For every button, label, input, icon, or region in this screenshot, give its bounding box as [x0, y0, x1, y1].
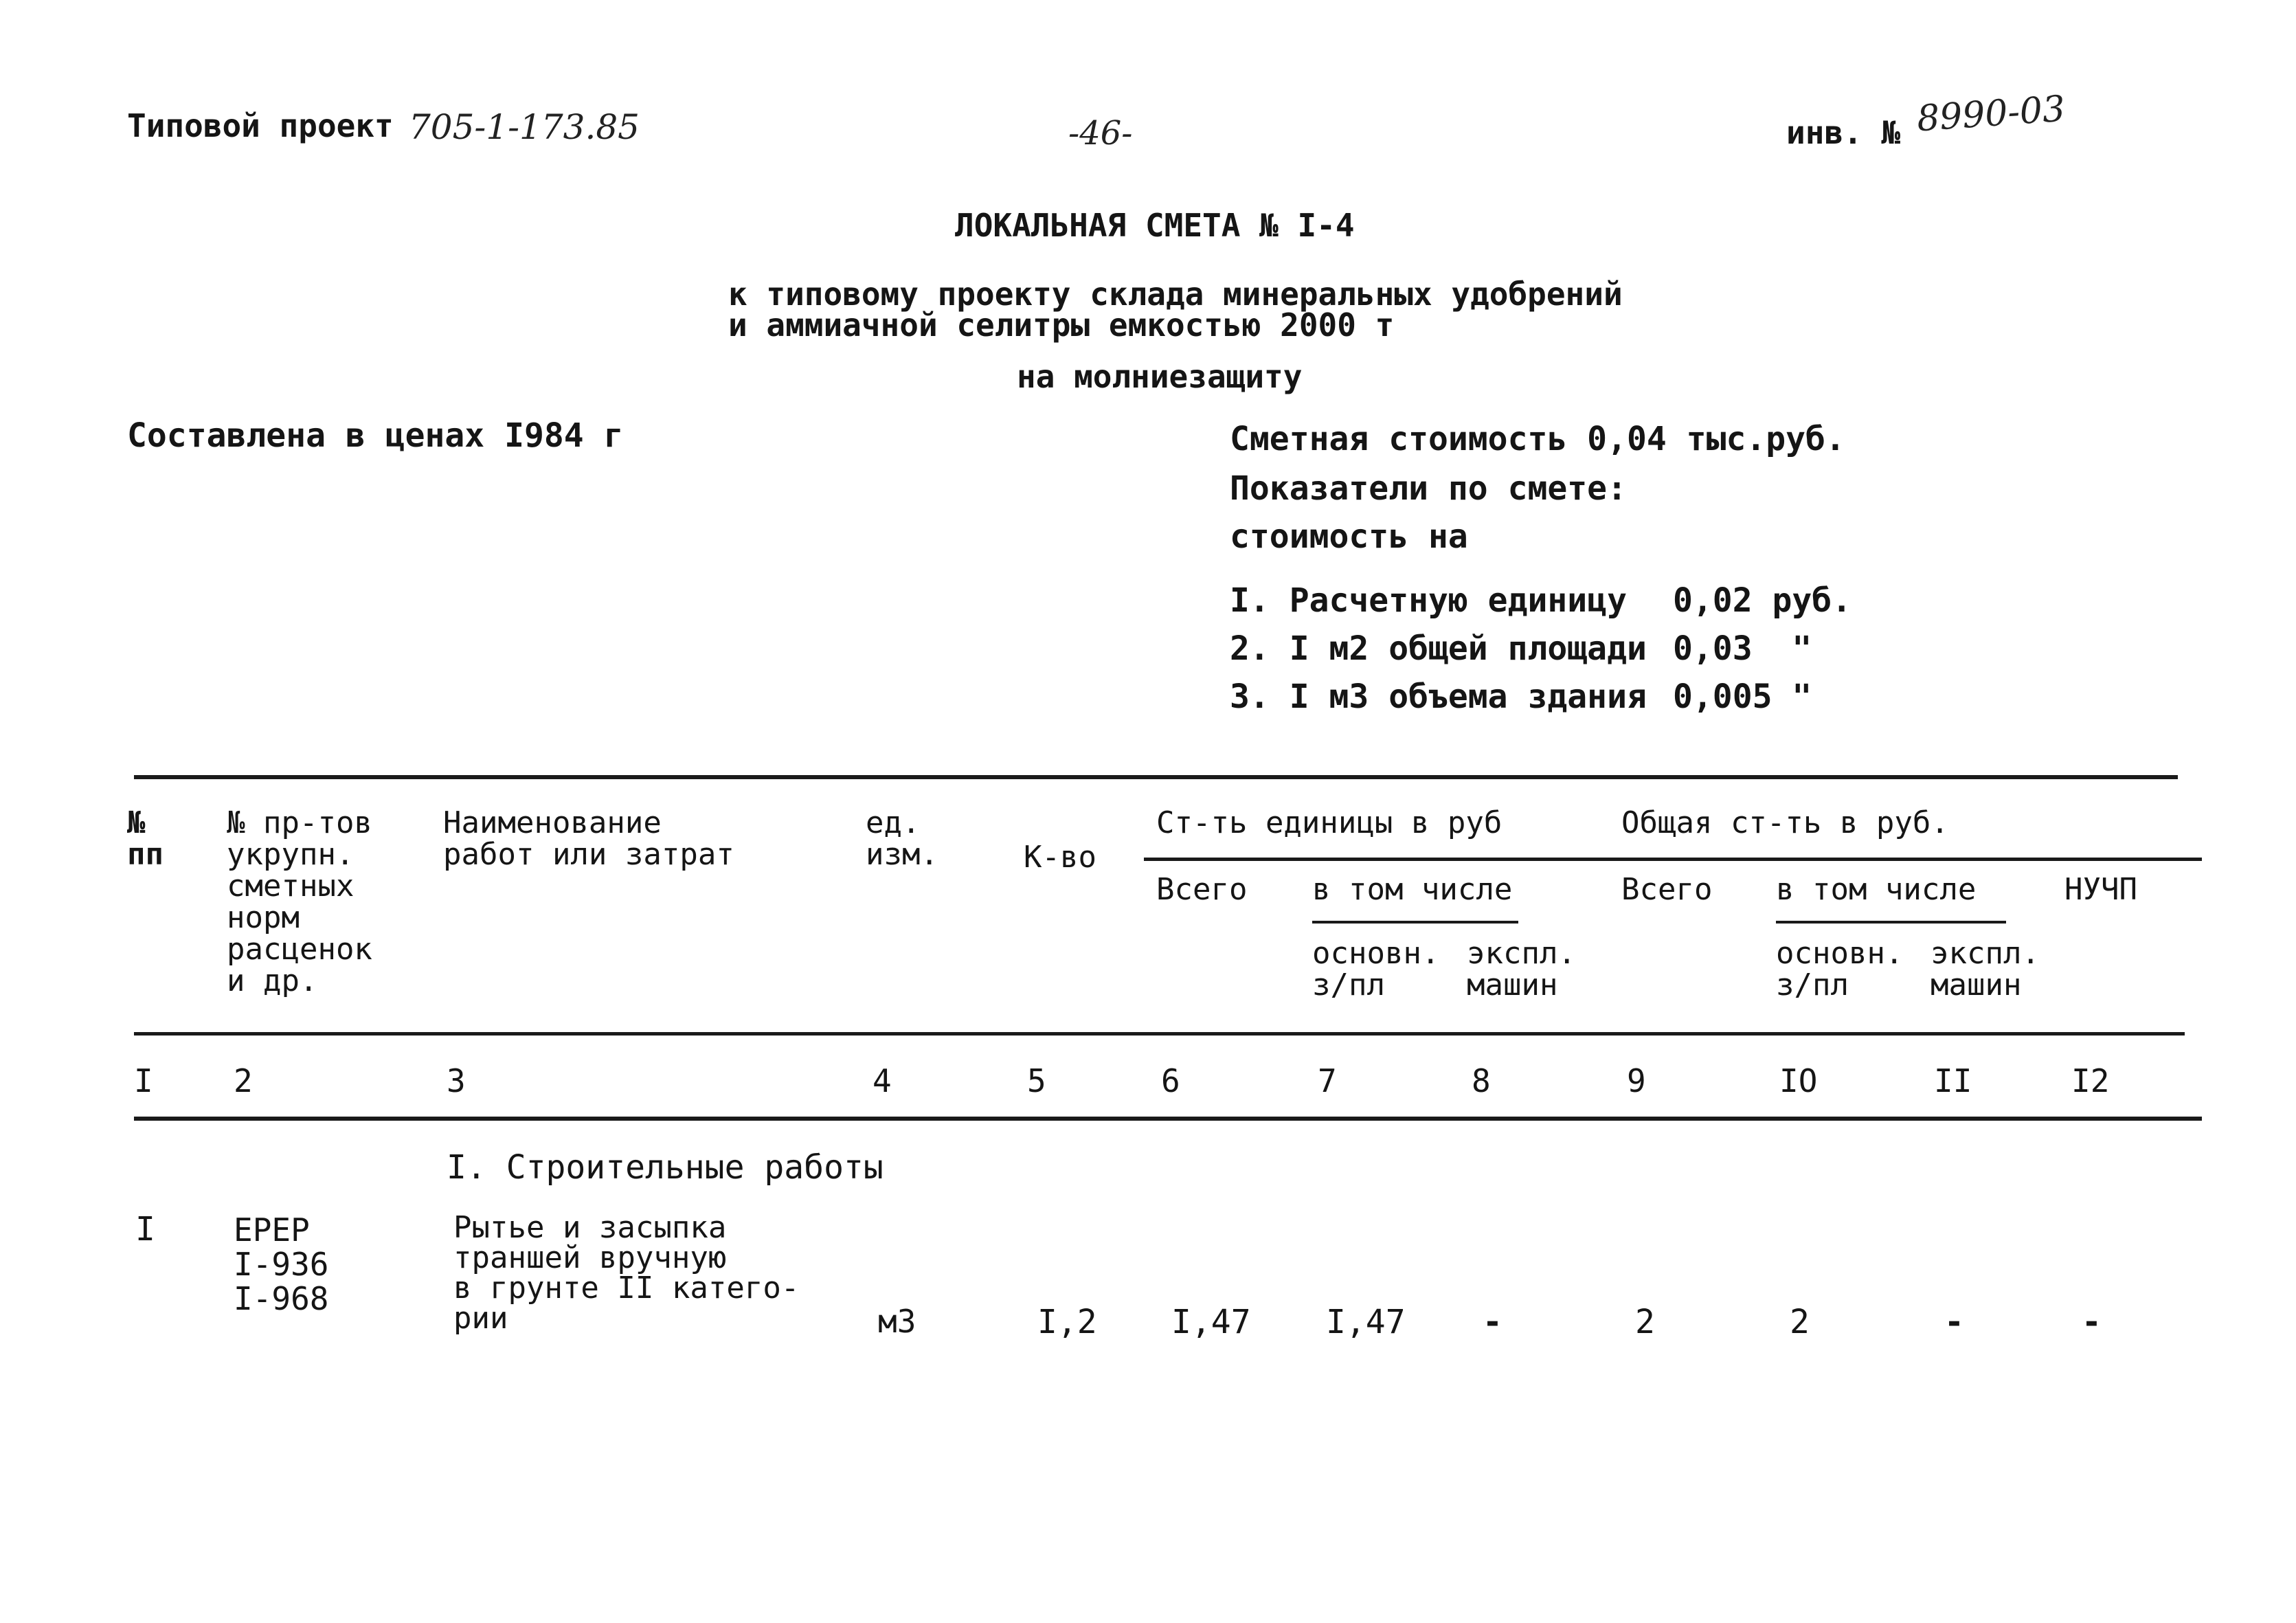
unit-incl-rule [1312, 921, 1518, 924]
header-num: № пп [127, 805, 164, 872]
inv-label: инв. № [1786, 114, 1901, 151]
row-num: I [135, 1210, 155, 1249]
header-bottom-rule [134, 1032, 2185, 1036]
cost-group-rule [1144, 858, 2202, 861]
page-number: -46- [1068, 114, 1133, 153]
header-unit-wages: основн. з/пл [1312, 936, 1440, 1003]
indicator-value-2: 0,03 " [1673, 629, 1812, 668]
estimate-title: ЛОКАЛЬНАЯ СМЕТА № I-4 [955, 207, 1355, 244]
table-top-rule [134, 775, 2178, 779]
indicator-label-1: I. Расчетную единицу [1230, 581, 1627, 620]
row-nuchp: - [2082, 1303, 2102, 1341]
row-unit-total: I,47 [1171, 1303, 1251, 1341]
column-number-6: 6 [1161, 1062, 1180, 1099]
project-number: 705-1-173.85 [409, 107, 640, 147]
subtitle-line1: к типовому проекту склада минеральных удобрений [728, 276, 1623, 313]
header-total-total: Всего [1621, 872, 1713, 907]
column-numbers-rule [134, 1117, 2202, 1121]
column-number-12: I2 [2071, 1062, 2110, 1099]
column-number-11: II [1934, 1062, 1972, 1099]
row-unit-machines: - [1483, 1303, 1502, 1341]
column-number-10: IO [1779, 1062, 1818, 1099]
row-total-wages: 2 [1790, 1303, 1810, 1341]
row-name: Рытье и засыпка траншей вручную в грунте II катего- рии [453, 1210, 800, 1336]
header-total-machines: экспл. машин [1931, 936, 2040, 1003]
header-total-wages: основн. з/пл [1776, 936, 1904, 1003]
column-number-3: 3 [447, 1062, 466, 1099]
header-unit-incl: в том числе [1312, 872, 1513, 907]
header-norms: № пр-тов укрупн. сметных норм расценок и др. [227, 805, 372, 998]
column-number-2: 2 [234, 1062, 253, 1099]
project-label: Типовой проект [127, 107, 394, 144]
section-title: I. Строительные работы [447, 1148, 883, 1187]
row-total: 2 [1635, 1303, 1655, 1341]
indicator-label-3: 3. I м3 объема здания [1230, 678, 1647, 716]
row-unit: м3 [878, 1303, 916, 1340]
column-number-7: 7 [1318, 1062, 1337, 1099]
row-unit-wages: I,47 [1326, 1303, 1406, 1341]
subtitle-line3: на молниезащиту [1017, 358, 1303, 395]
row-norms: ЕРЕР I-936 I-968 [234, 1211, 329, 1317]
indicator-value-1: 0,02 руб. [1673, 581, 1852, 620]
header-name: Наименование работ или затрат [443, 805, 734, 872]
column-number-1: I [134, 1062, 153, 1099]
row-total-machines: - [1944, 1303, 1964, 1341]
header-total-cost-group: Общая ст-ть в руб. [1621, 805, 1949, 840]
header-unit: ед. изм. [866, 805, 938, 872]
indicators-label: Показатели по смете: [1230, 469, 1627, 508]
header-total-incl: в том числе [1776, 872, 1977, 907]
indicator-value-3: 0,005 " [1673, 678, 1812, 716]
cost-per-label: стоимость на [1230, 517, 1468, 556]
column-number-4: 4 [873, 1062, 892, 1099]
column-number-9: 9 [1627, 1062, 1646, 1099]
total-incl-rule [1776, 921, 2006, 924]
subtitle-line2: и аммиачной селитры емкостью 2000 т [728, 306, 1395, 344]
header-qty: К-во [1024, 840, 1096, 875]
header-nuchp: НУЧП [2064, 872, 2137, 907]
estimate-cost: Сметная стоимость 0,04 тыс.руб. [1230, 420, 1845, 458]
inv-number: 8990-03 [1915, 88, 2067, 140]
indicator-label-2: 2. I м2 общей площади [1230, 629, 1647, 668]
header-unit-machines: экспл. машин [1467, 936, 1576, 1003]
column-number-5: 5 [1027, 1062, 1046, 1099]
prices-note: Составлена в ценах I984 г [127, 416, 624, 455]
column-number-8: 8 [1472, 1062, 1491, 1099]
row-qty: I,2 [1037, 1303, 1097, 1341]
header-unit-total: Всего [1156, 872, 1248, 907]
header-unit-cost-group: Ст-ть единицы в руб [1156, 805, 1502, 840]
